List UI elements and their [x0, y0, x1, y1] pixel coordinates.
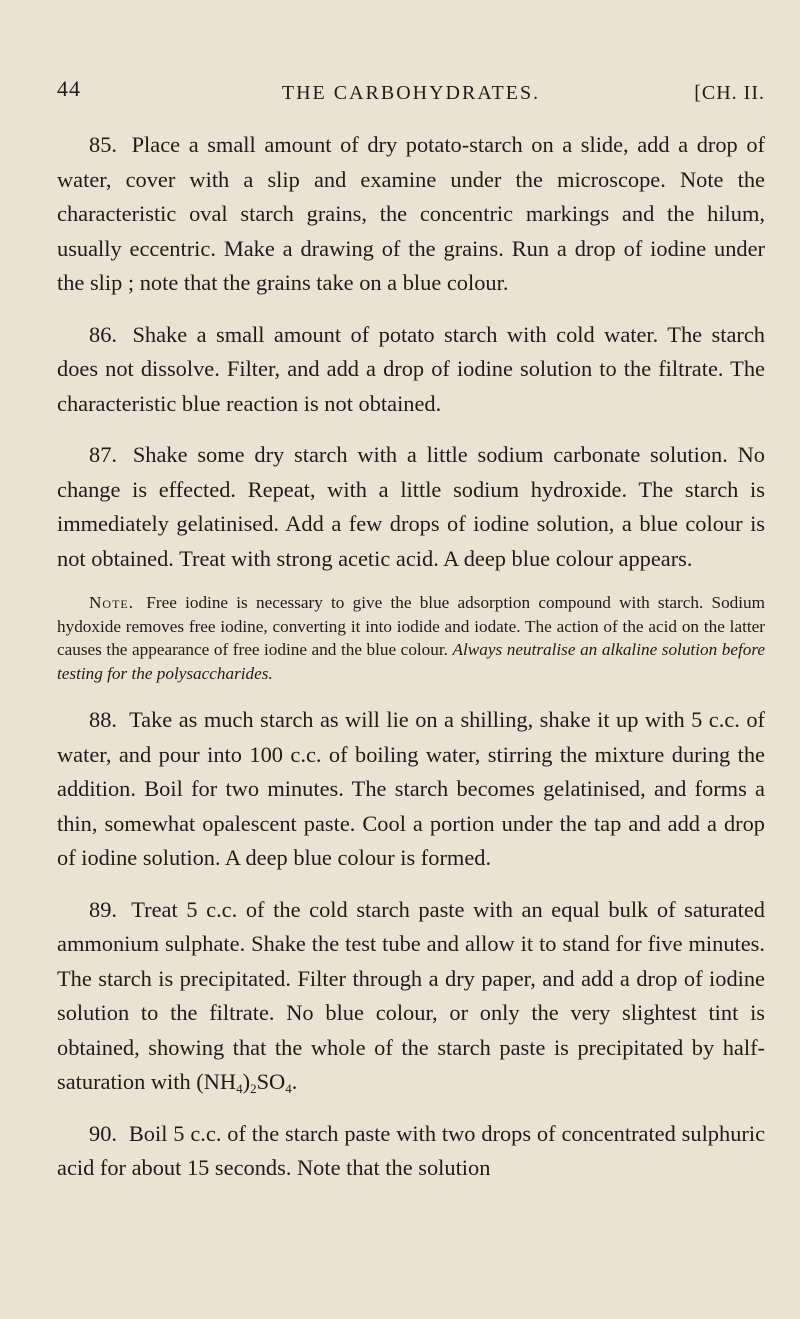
paragraph-text: Take as much starch as will lie on a shilling, shake it up with 5 c.c. of water, and pour into 100 c.c. of boiling water, stirring the mixture during the addition. Boil for two minutes. The starch becomes gelatinised, and forms a thin, somewhat opalescent paste. Cool a portion under the tap and add a drop of iodine solution. A deep blue colour is formed.	[57, 707, 765, 871]
paragraph-85	[57, 128, 765, 301]
chapter-marker: [CH. II.	[694, 82, 765, 104]
paragraph-number: 86.	[89, 321, 117, 347]
page-number: 44	[57, 76, 81, 101]
running-title: THE CARBOHYDRATES.	[281, 82, 541, 104]
paragraph-90	[57, 1117, 765, 1186]
paragraph-text: Place a small amount of dry potato-starch on a slide, add a drop of water, cover with a slip and examine under the microscope. Note the characteristic oval starch grains, the concentric markings and the hilum, usually eccentric. Make a drawing of the grains. Run a drop of iodine under the slip ; note that the grains take on a blue colour.	[57, 132, 765, 295]
paragraph-86	[57, 318, 765, 422]
paragraph-number: 89.	[89, 896, 117, 922]
paragraph-number: 87.	[89, 442, 117, 467]
paragraph-number: 88.	[89, 707, 117, 733]
paragraph-text: Shake a small amount of potato starch with cold water. The starch does not dissolve. Filter, and add a drop of iodine solution to the filtrate. The characteristic blue reaction is not obtained.	[57, 321, 765, 416]
paragraph-88	[57, 703, 765, 876]
paragraph-number: 90.	[89, 1120, 117, 1146]
note-label: Note.	[89, 593, 135, 612]
paragraph-text: Boil 5 c.c. of the starch paste with two drops of concentrated sulphuric acid for about 15 seconds. Note that the solution	[57, 1120, 766, 1181]
paragraph-number: 85.	[89, 132, 117, 157]
running-head	[57, 76, 765, 112]
paragraph-text: Shake some dry starch with a little sodium carbonate solution. No change is effected. Repeat, with a little sodium hydroxide. The starch is immediately gelatinised. Add a few drops of iodine solution, a blue colour is not obtained. Treat with strong acetic acid. A deep blue colour appears.	[57, 442, 765, 571]
paragraph-87	[57, 438, 765, 576]
note-text: Free iodine is necessary to give the blue adsorption compound with starch. Sodium hydoxide removes free iodine, converting it into iodide and iodate. The action of the acid on the latter causes the appearance of free iodine and the blue colour.	[57, 593, 765, 660]
chemical-formula: $(NH_4)_2SO_4$.	[196, 1069, 298, 1097]
body-text	[57, 128, 765, 1203]
note-italic-text: Always neutralise an alkaline solution before testing for the polysaccharides.	[57, 640, 766, 683]
paragraph-89	[57, 893, 765, 1100]
note-block	[57, 591, 765, 685]
paragraph-text: Treat 5 c.c. of the cold starch paste with an equal bulk of saturated ammonium sulphate. Shake the test tube and allow it to stand for five minutes. The starch is precipitated. Filter through a dry paper, and add a drop of iodine solution to the filtrate. No blue colour, or only the very slightest tint is obtained, showing that the whole of the starch paste is precipitated by half-saturation with	[57, 896, 765, 1095]
